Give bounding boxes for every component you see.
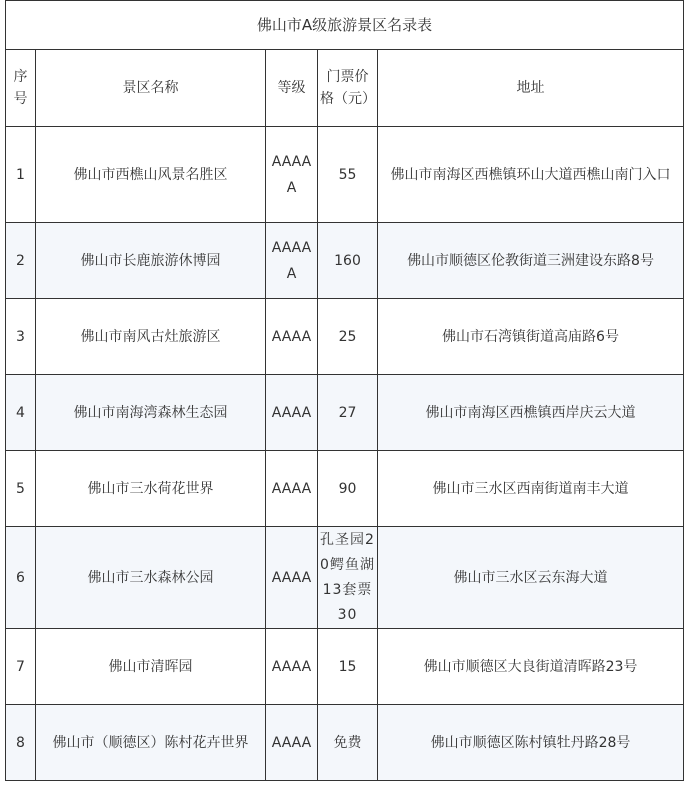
table-row: [6, 127, 684, 223]
row-address-cell: 佛山市三水区西南街道南丰大道: [378, 451, 684, 527]
row-address-cell: 佛山市顺德区陈村镇牡丹路28号: [378, 705, 684, 781]
header-row: [6, 50, 684, 127]
header-grade: 等级: [266, 50, 318, 127]
table-row: [6, 705, 684, 781]
row-name-cell: 佛山市南风古灶旅游区: [36, 299, 266, 375]
row-seq-cell: 5: [6, 451, 36, 527]
row-grade-cell: AAAAA: [266, 127, 318, 223]
row-grade-cell: AAAA: [266, 527, 318, 629]
table-row: [6, 299, 684, 375]
header-price: 门票价格（元）: [318, 50, 378, 127]
row-seq-cell: 6: [6, 527, 36, 629]
row-address-cell: 佛山市南海区西樵镇西岸庆云大道: [378, 375, 684, 451]
table-row: [6, 629, 684, 705]
row-grade-cell: AAAAA: [266, 223, 318, 299]
row-address-cell: 佛山市三水区云东海大道: [378, 527, 684, 629]
row-grade-cell: AAAA: [266, 299, 318, 375]
row-address-cell: 佛山市南海区西樵镇环山大道西樵山南门入口: [378, 127, 684, 223]
table-row: [6, 375, 684, 451]
row-price-cell: 55: [318, 127, 378, 223]
row-name-cell: 佛山市清晖园: [36, 629, 266, 705]
row-grade-cell: AAAA: [266, 451, 318, 527]
header-seq: 序号: [6, 50, 36, 127]
row-price-cell: 160: [318, 223, 378, 299]
table-row: [6, 451, 684, 527]
row-seq-cell: 4: [6, 375, 36, 451]
table-title: 佛山市A级旅游景区名录表: [6, 1, 684, 50]
row-seq-cell: 7: [6, 629, 36, 705]
row-price-cell: 孔圣园20鳄鱼湖13套票30: [318, 527, 378, 629]
scenic-spots-table: [5, 0, 684, 781]
row-price-cell: 15: [318, 629, 378, 705]
row-grade-cell: AAAA: [266, 375, 318, 451]
row-price-cell: 25: [318, 299, 378, 375]
row-name-cell: 佛山市三水森林公园: [36, 527, 266, 629]
row-address-cell: 佛山市顺德区大良街道清晖路23号: [378, 629, 684, 705]
row-grade-cell: AAAA: [266, 629, 318, 705]
row-address-cell: 佛山市顺德区伦教街道三洲建设东路8号: [378, 223, 684, 299]
row-seq-cell: 2: [6, 223, 36, 299]
header-address: 地址: [378, 50, 684, 127]
row-name-cell: 佛山市南海湾森林生态园: [36, 375, 266, 451]
row-grade-cell: AAAA: [266, 705, 318, 781]
row-price-cell: 90: [318, 451, 378, 527]
row-price-cell: 27: [318, 375, 378, 451]
table-row: [6, 223, 684, 299]
row-name-cell: 佛山市长鹿旅游休博园: [36, 223, 266, 299]
row-seq-cell: 8: [6, 705, 36, 781]
row-name-cell: 佛山市西樵山风景名胜区: [36, 127, 266, 223]
row-name-cell: 佛山市三水荷花世界: [36, 451, 266, 527]
table-row: [6, 527, 684, 629]
row-price-cell: 免费: [318, 705, 378, 781]
title-row: [6, 1, 684, 50]
row-seq-cell: 3: [6, 299, 36, 375]
row-name-cell: 佛山市（顺德区）陈村花卉世界: [36, 705, 266, 781]
row-address-cell: 佛山市石湾镇街道高庙路6号: [378, 299, 684, 375]
row-seq-cell: 1: [6, 127, 36, 223]
header-name: 景区名称: [36, 50, 266, 127]
